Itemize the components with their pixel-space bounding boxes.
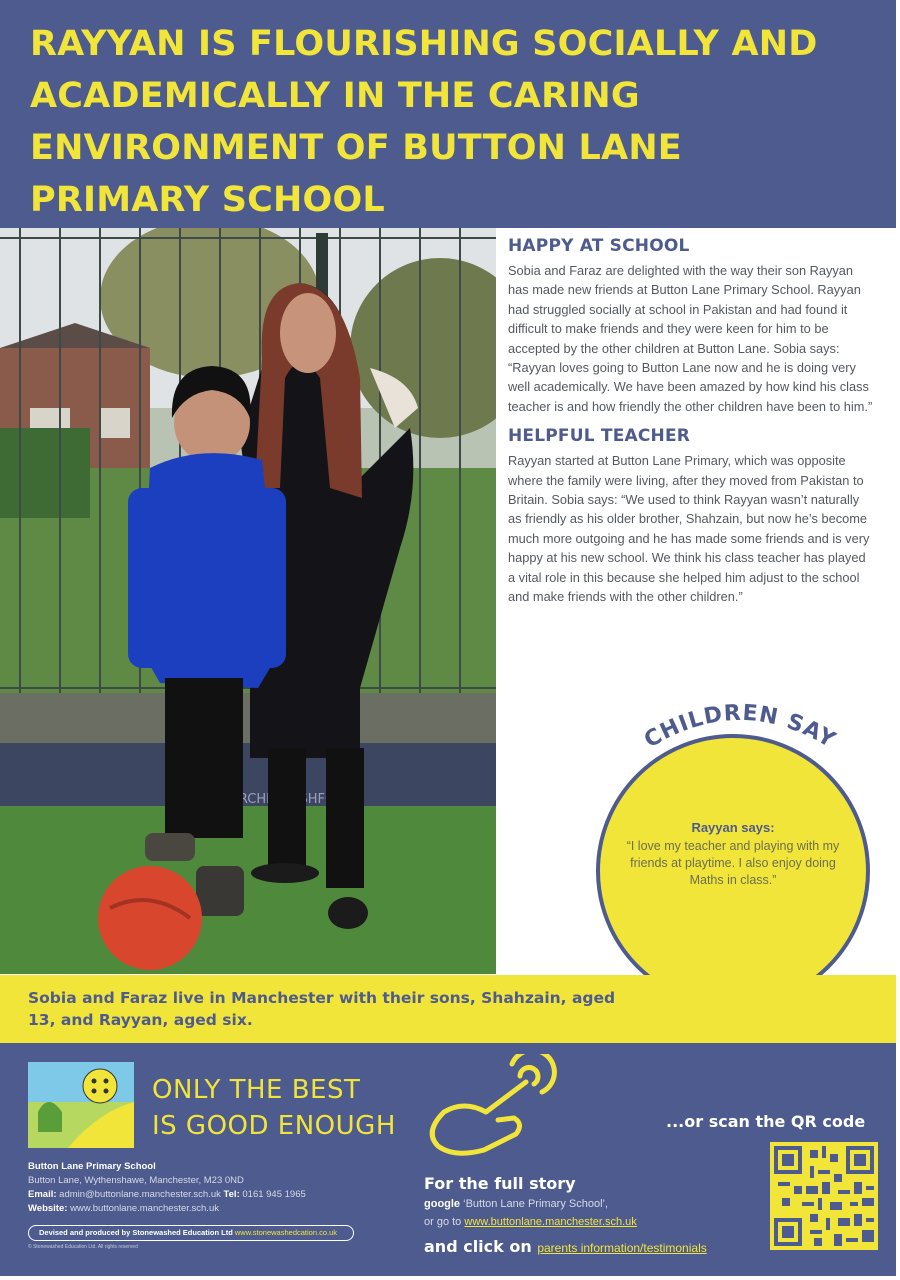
photo-caption: Sobia and Faraz live in Manchester with their sons, Shahzain, aged 13, and Rayyan, aged six. [28,989,616,1029]
school-address: Button Lane, Wythenshawe, Manchester, M23 0ND [28,1175,244,1186]
contact-line [28,1188,388,1202]
section-body: Rayyan started at Button Lane Primary, which was opposite where the family were living, after they moved from Pakistan to Britain. Sobia says: “We used to think Rayyan wasn’t naturally as friendly as his older brother, Shahzain, but now he’s become much more outgoing and he has made some friends and is very happy at his new school. We think his class teacher has played a vital role in this because she helped him adjust to the school and make friends with the other children.” [508,453,870,605]
testimonials-link[interactable]: parents information/testimonials [537,1241,707,1255]
google-text: ‘Button Lane Primary School’, [463,1198,609,1210]
school-contact [28,1160,388,1216]
story-column [508,236,874,617]
google-word: google [424,1198,461,1210]
goto-instruction [424,1216,637,1228]
devised-site-link[interactable]: www.stonewashedcation.co.uk [234,1228,338,1237]
court-text: ARCHIE ASHFORD [230,792,355,807]
full-story-label: For the full story [424,1174,576,1193]
section-heading: HAPPY AT SCHOOL [508,236,690,256]
qr-code[interactable] [770,1142,878,1250]
google-instruction [424,1198,608,1210]
devised-by-badge [28,1225,354,1241]
section-happy-at-school [508,236,874,416]
tap-hand-icon [424,1054,558,1158]
goto-label: or go to [424,1216,462,1228]
quote-speaker: Rayyan says: [691,820,775,835]
family-photo [0,228,496,974]
section-helpful-teacher [508,426,874,606]
school-name: Button Lane Primary School [28,1161,156,1172]
school-url-link[interactable]: www.buttonlane.manchester.sch.uk [464,1216,637,1228]
copyright: © Stonewashed Education Ltd. All rights reserved [28,1244,138,1250]
tagline [152,1072,396,1144]
website-link[interactable]: www.buttonlane.manchester.sch.uk [70,1203,219,1214]
email-label: Email: [28,1189,57,1200]
click-instruction [424,1237,707,1256]
tel-number: 0161 945 1965 [242,1189,306,1200]
svg-text:CHILDREN SAY: CHILDREN SAY [640,700,840,754]
tagline-line: ONLY THE BEST [152,1075,361,1105]
section-body: Sobia and Faraz are delighted with the way their son Rayyan has made new friends at Button Lane Primary School. Rayyan had struggled socially at school in Pakistan and had found it difficult to make friends and they were keen for him to be accepted by the other children at Button Lane. Sobia says: “Rayyan loves going to Button Lane now and he is doing very well academically. We have been amazed by how kind his class teacher is and how friendly the other children have been to him.” [508,263,873,414]
tel-label: Tel: [223,1189,240,1200]
website-line [28,1202,388,1216]
click-label: and click on [424,1237,532,1256]
devised-text: Devised and produced by Stonewashed Education Ltd [39,1228,233,1237]
headline: RAYYAN IS FLOURISHING SOCIALLY AND ACADEMICALLY IN THE CARING ENVIRONMENT OF BUTTON LANE PRIMARY SCHOOL [30,24,818,220]
school-logo [28,1062,134,1148]
tagline-line: IS GOOD ENOUGH [152,1111,396,1141]
email-link[interactable]: admin@buttonlane.manchester.sch.uk [59,1189,221,1200]
section-heading: HELPFUL TEACHER [508,426,691,447]
scan-qr-label: ...or scan the QR code [666,1112,866,1131]
quote-text: “I love my teacher and playing with my friends at playtime. I also enjoy doing Maths in class.” [626,839,840,887]
website-label: Website: [28,1203,68,1214]
